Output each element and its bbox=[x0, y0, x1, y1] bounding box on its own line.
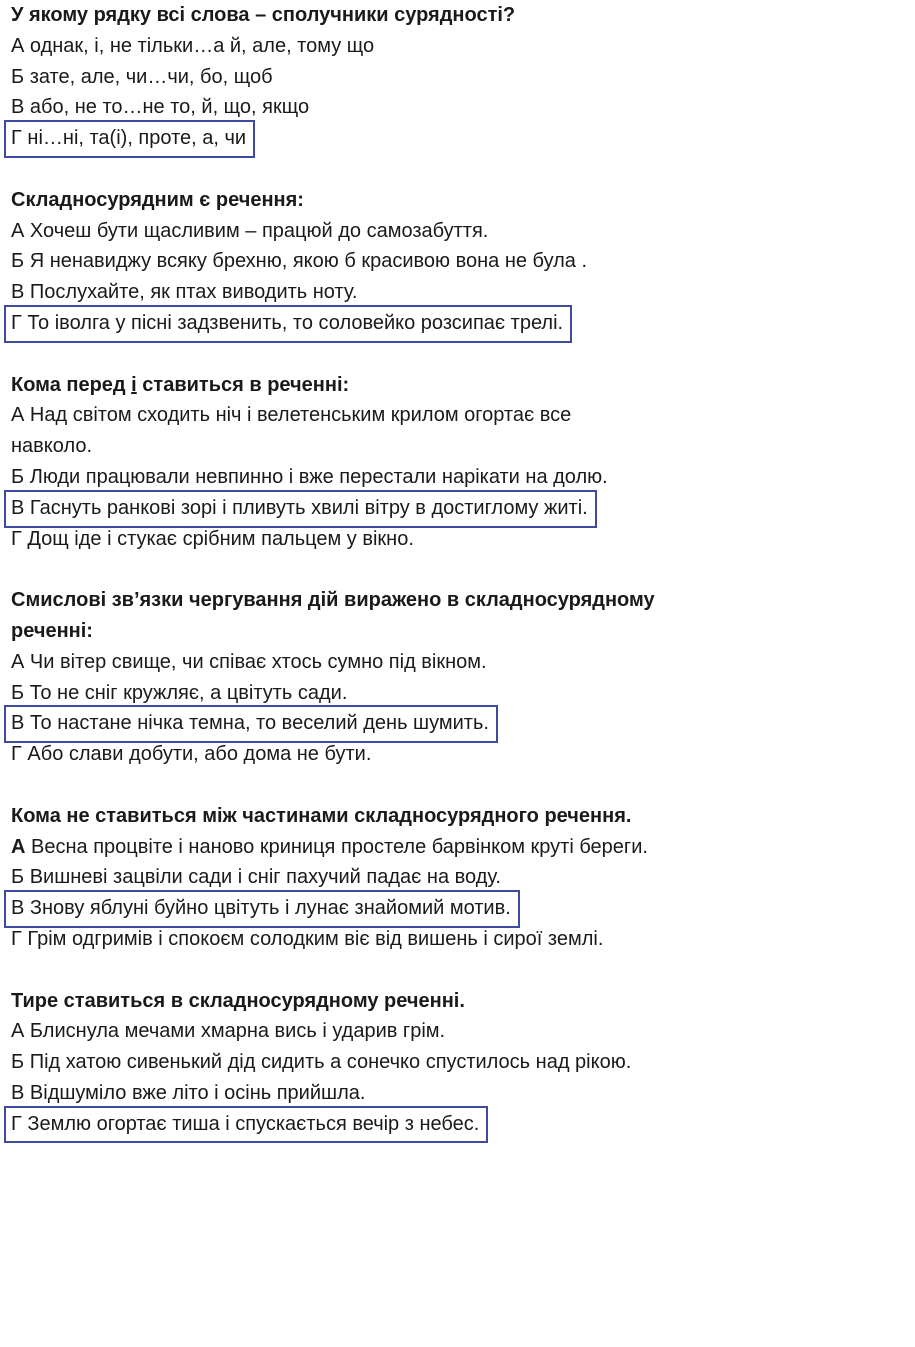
quiz-document bbox=[11, 0, 911, 1139]
option-d bbox=[11, 308, 911, 339]
option-d bbox=[11, 123, 911, 154]
option-b: Б Люди працювали невпинно і вже перестали нарікати на долю. bbox=[11, 465, 608, 488]
option-d bbox=[11, 1109, 911, 1140]
question-title: Кома не ставиться між частинами складносурядного речення. bbox=[11, 804, 632, 827]
question-3 bbox=[11, 370, 911, 555]
question-title: Складносурядним є речення: bbox=[11, 188, 304, 211]
question-6 bbox=[11, 986, 911, 1140]
option-b: Б зате, але, чи…чи, бо, щоб bbox=[11, 65, 273, 88]
option-c: В Відшуміло вже літо і осінь прийшла. bbox=[11, 1081, 366, 1104]
correct-answer-box: В Гаснуть ранкові зорі і пливуть хвилі вітру в достиглому житі. bbox=[11, 493, 588, 524]
option-d: Г Або слави добути, або дома не бути. bbox=[11, 743, 372, 766]
option-a: А Над світом сходить ніч і велетенським крилом огортає все bbox=[11, 404, 572, 427]
correct-answer-box: Г Землю огортає тиша і спускається вечір з небес. bbox=[11, 1109, 479, 1140]
option-a: А Чи вітер свище, чи співає хтось сумно під вікном. bbox=[11, 650, 487, 673]
question-2 bbox=[11, 185, 911, 339]
correct-answer-box: Г ні…ні, та(і), проте, а, чи bbox=[11, 123, 246, 154]
question-title: У якому рядку всі слова – сполучники сурядності? bbox=[11, 4, 516, 26]
correct-answer-box: В Знову яблуні буйно цвітуть і лунає знайомий мотив. bbox=[11, 893, 511, 924]
question-title: Тире ставиться в складносурядному реченні. bbox=[11, 989, 465, 1012]
question-title: Смислові зв’язки чергування дій виражено в складносурядному bbox=[11, 589, 655, 612]
option-a: А Хочеш бути щасливим – працюй до самозабуття. bbox=[11, 219, 489, 242]
question-5 bbox=[11, 801, 911, 955]
option-b: Б Я ненавиджу всяку брехню, якою б красивою вона не була . bbox=[11, 250, 588, 273]
option-a: А Весна процвіте і наново криниця простеле барвінком круті береги. bbox=[11, 835, 648, 858]
question-1 bbox=[11, 0, 911, 154]
option-c bbox=[11, 708, 911, 739]
option-c bbox=[11, 493, 911, 524]
option-a: А однак, і, не тільки…а й, але, тому що bbox=[11, 34, 375, 57]
option-b: Б Під хатою сивенький дід сидить а сонечко спустилось над рікою. bbox=[11, 1051, 632, 1074]
option-b: Б То не сніг кружляє, а цвітуть сади. bbox=[11, 681, 348, 704]
option-b: Б Вишневі зацвіли сади і сніг пахучий падає на воду. bbox=[11, 866, 501, 889]
correct-answer-box: В То настане нічка темна, то веселий день шумить. bbox=[11, 708, 489, 739]
question-title: Кома перед і ставиться в реченні: bbox=[11, 373, 350, 396]
question-4 bbox=[11, 585, 911, 770]
correct-answer-box: Г То іволга у пісні задзвенить, то соловейко розсипає трелі. bbox=[11, 308, 563, 339]
option-c bbox=[11, 893, 911, 924]
question-title-continuation: реченні: bbox=[11, 619, 93, 642]
option-c: В Послухайте, як птах виводить ноту. bbox=[11, 281, 358, 304]
option-c: В або, не то…не то, й, що, якщо bbox=[11, 96, 310, 119]
option-a: А Блиснула мечами хмарна вись і ударив грім. bbox=[11, 1020, 446, 1043]
option-d: Г Грім одгримів і спокоєм солодким віє від вишень і сирої землі. bbox=[11, 927, 604, 950]
option-d: Г Дощ іде і стукає срібним пальцем у вікно. bbox=[11, 527, 414, 550]
option-a-continuation: навколо. bbox=[11, 435, 93, 458]
